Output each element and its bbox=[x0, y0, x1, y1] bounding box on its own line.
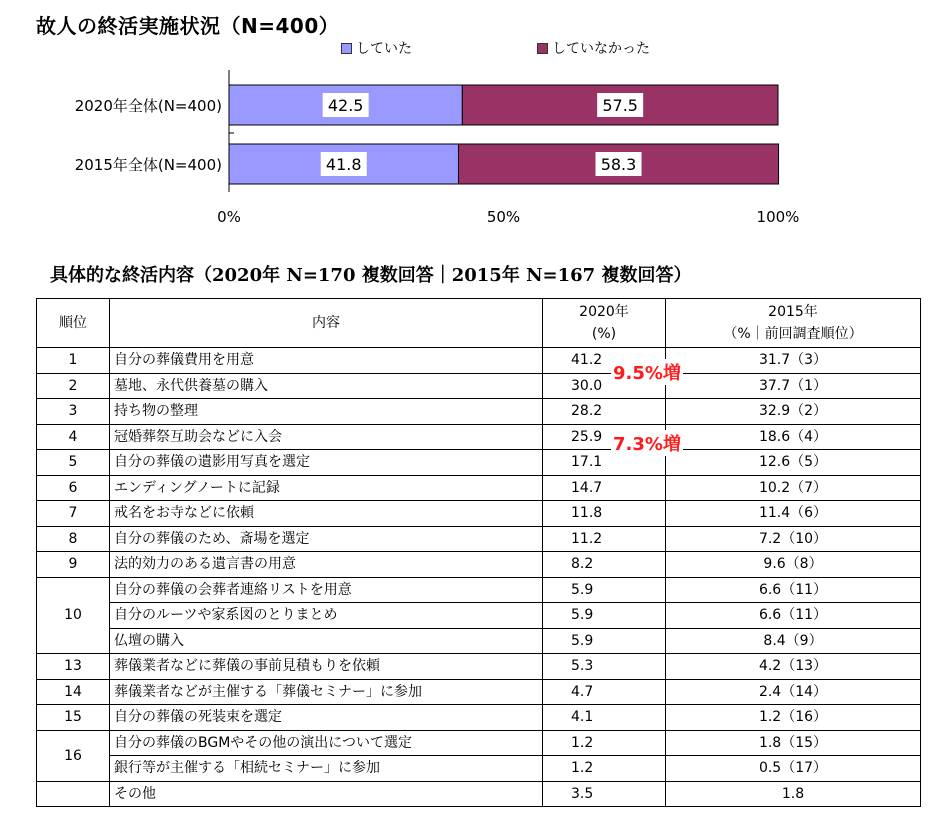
header-2020-year: 2020年 bbox=[579, 304, 629, 320]
header-rank: 順位 bbox=[37, 299, 110, 348]
value-2020-cell: 5.9 bbox=[543, 603, 666, 629]
table-row bbox=[37, 628, 921, 654]
rank-cell: 7 bbox=[37, 501, 110, 527]
rank-cell: 5 bbox=[37, 450, 110, 476]
data-label: 42.5 bbox=[327, 96, 364, 115]
content-cell: 自分の葬儀のBGMやその他の演出について選定 bbox=[110, 730, 543, 756]
value-2015-cell: 1.8 bbox=[666, 781, 921, 807]
value-2020-cell: 11.2 bbox=[543, 526, 666, 552]
value-2015-cell: 32.9（2） bbox=[666, 399, 921, 425]
value-2020-cell: 1.2 bbox=[543, 730, 666, 756]
rank-cell: 14 bbox=[37, 679, 110, 705]
rank-cell: 9 bbox=[37, 552, 110, 578]
table-row bbox=[37, 730, 921, 756]
detail-table bbox=[36, 298, 921, 807]
value-2020-cell: 3.5 bbox=[543, 781, 666, 807]
value-2015-cell: 4.2（13） bbox=[666, 654, 921, 680]
header-2015-unit: （%｜前回調査順位） bbox=[723, 326, 863, 342]
rank-cell: 10 bbox=[37, 577, 110, 654]
value-2015-cell: 37.7（1） bbox=[666, 373, 921, 399]
content-cell: 銀行等が主催する「相続セミナー」に参加 bbox=[110, 756, 543, 782]
chart-title: 故人の終活実施状況（N=400） bbox=[36, 14, 340, 38]
table-row bbox=[37, 705, 921, 731]
table-row bbox=[37, 552, 921, 578]
content-cell: 持ち物の整理 bbox=[110, 399, 543, 425]
value-2020-cell: 1.2 bbox=[543, 756, 666, 782]
table-row bbox=[37, 577, 921, 603]
table-body bbox=[37, 348, 921, 807]
value-2015-cell: 9.6（8） bbox=[666, 552, 921, 578]
table-row bbox=[37, 756, 921, 782]
value-2015-cell: 2.4（14） bbox=[666, 679, 921, 705]
x-tick-label: 100% bbox=[756, 208, 800, 226]
rank-cell bbox=[37, 781, 110, 807]
table-row bbox=[37, 475, 921, 501]
value-2015-cell: 31.7（3） bbox=[666, 348, 921, 374]
content-cell: 自分の葬儀の会葬者連絡リストを用意 bbox=[110, 577, 543, 603]
content-cell: 戒名をお寺などに依頼 bbox=[110, 501, 543, 527]
value-2015-cell: 10.2（7） bbox=[666, 475, 921, 501]
table-row bbox=[37, 399, 921, 425]
content-cell: 自分の葬儀の遺影用写真を選定 bbox=[110, 450, 543, 476]
header-content: 内容 bbox=[110, 299, 543, 348]
table-header-row bbox=[37, 299, 921, 348]
value-2015-cell: 7.2（10） bbox=[666, 526, 921, 552]
rank-cell: 13 bbox=[37, 654, 110, 680]
rank-cell: 3 bbox=[37, 399, 110, 425]
value-2020-cell: 14.7 bbox=[543, 475, 666, 501]
value-2020-cell: 4.7 bbox=[543, 679, 666, 705]
table-row bbox=[37, 501, 921, 527]
table-row bbox=[37, 654, 921, 680]
value-2020-cell: 25.9 bbox=[543, 424, 666, 450]
value-2015-cell: 1.8（15） bbox=[666, 730, 921, 756]
value-2015-cell: 11.4（6） bbox=[666, 501, 921, 527]
rank-cell: 4 bbox=[37, 424, 110, 450]
value-2015-cell: 1.2（16） bbox=[666, 705, 921, 731]
value-2015-cell: 8.4（9） bbox=[666, 628, 921, 654]
data-label: 57.5 bbox=[602, 96, 638, 115]
rank-cell: 8 bbox=[37, 526, 110, 552]
table-title: 具体的な終活内容（2020年 N=170 複数回答｜2015年 N=167 複数回答） bbox=[50, 265, 692, 286]
value-2020-cell: 28.2 bbox=[543, 399, 666, 425]
increase-annotation-row-1: 9.5%増 bbox=[611, 359, 683, 385]
content-cell: 自分の葬儀の死装束を選定 bbox=[110, 705, 543, 731]
table-row bbox=[37, 450, 921, 476]
value-2020-cell: 41.2 bbox=[543, 348, 666, 374]
legend-label-did: していた bbox=[356, 41, 412, 57]
content-cell: 冠婚葬祭互助会などに入会 bbox=[110, 424, 543, 450]
table-row bbox=[37, 424, 921, 450]
content-cell: 葬儀業者などに葬儀の事前見積もりを依頼 bbox=[110, 654, 543, 680]
content-cell: エンディングノートに記録 bbox=[110, 475, 543, 501]
category-label: 2015年全体(N=400) bbox=[74, 156, 222, 174]
content-cell: 墓地、永代供養墓の購入 bbox=[110, 373, 543, 399]
table-row bbox=[37, 526, 921, 552]
table-row bbox=[37, 348, 921, 374]
value-2015-cell: 12.6（5） bbox=[666, 450, 921, 476]
x-tick-label: 0% bbox=[217, 208, 241, 226]
rank-cell: 1 bbox=[37, 348, 110, 374]
category-label: 2020年全体(N=400) bbox=[74, 97, 222, 115]
header-2020-unit: (%) bbox=[591, 326, 617, 342]
value-2020-cell: 11.8 bbox=[543, 501, 666, 527]
value-2015-cell: 6.6（11） bbox=[666, 603, 921, 629]
value-2015-cell: 6.6（11） bbox=[666, 577, 921, 603]
data-label: 58.3 bbox=[600, 155, 637, 174]
legend-label-did-not: していなかった bbox=[552, 41, 650, 57]
rank-cell: 2 bbox=[37, 373, 110, 399]
value-2020-cell: 5.9 bbox=[543, 577, 666, 603]
content-cell: 仏壇の購入 bbox=[110, 628, 543, 654]
rank-cell: 15 bbox=[37, 705, 110, 731]
content-cell: その他 bbox=[110, 781, 543, 807]
rank-cell: 16 bbox=[37, 730, 110, 781]
value-2020-cell: 5.3 bbox=[543, 654, 666, 680]
table-row bbox=[37, 373, 921, 399]
content-cell: 葬儀業者などが主催する「葬儀セミナー」に参加 bbox=[110, 679, 543, 705]
table-row bbox=[37, 603, 921, 629]
header-2015 bbox=[666, 299, 921, 348]
value-2020-cell: 4.1 bbox=[543, 705, 666, 731]
stacked-bar-chart bbox=[0, 0, 950, 240]
content-cell: 自分の葬儀費用を用意 bbox=[110, 348, 543, 374]
value-2015-cell: 0.5（17） bbox=[666, 756, 921, 782]
content-cell: 自分の葬儀のため、斎場を選定 bbox=[110, 526, 543, 552]
header-2015-year: 2015年 bbox=[768, 304, 818, 320]
content-cell: 自分のルーツや家系図のとりまとめ bbox=[110, 603, 543, 629]
x-tick-label: 50% bbox=[486, 208, 521, 226]
value-2015-cell: 18.6（4） bbox=[666, 424, 921, 450]
header-2020 bbox=[543, 299, 666, 348]
rank-cell: 6 bbox=[37, 475, 110, 501]
table-row bbox=[37, 679, 921, 705]
data-label: 41.8 bbox=[325, 155, 362, 174]
table-row bbox=[37, 781, 921, 807]
increase-annotation-row-4: 7.3%増 bbox=[611, 430, 683, 456]
content-cell: 法的効力のある遺言書の用意 bbox=[110, 552, 543, 578]
value-2020-cell: 5.9 bbox=[543, 628, 666, 654]
value-2020-cell: 8.2 bbox=[543, 552, 666, 578]
value-2020-cell: 17.1 bbox=[543, 450, 666, 476]
value-2020-cell: 30.0 bbox=[543, 373, 666, 399]
